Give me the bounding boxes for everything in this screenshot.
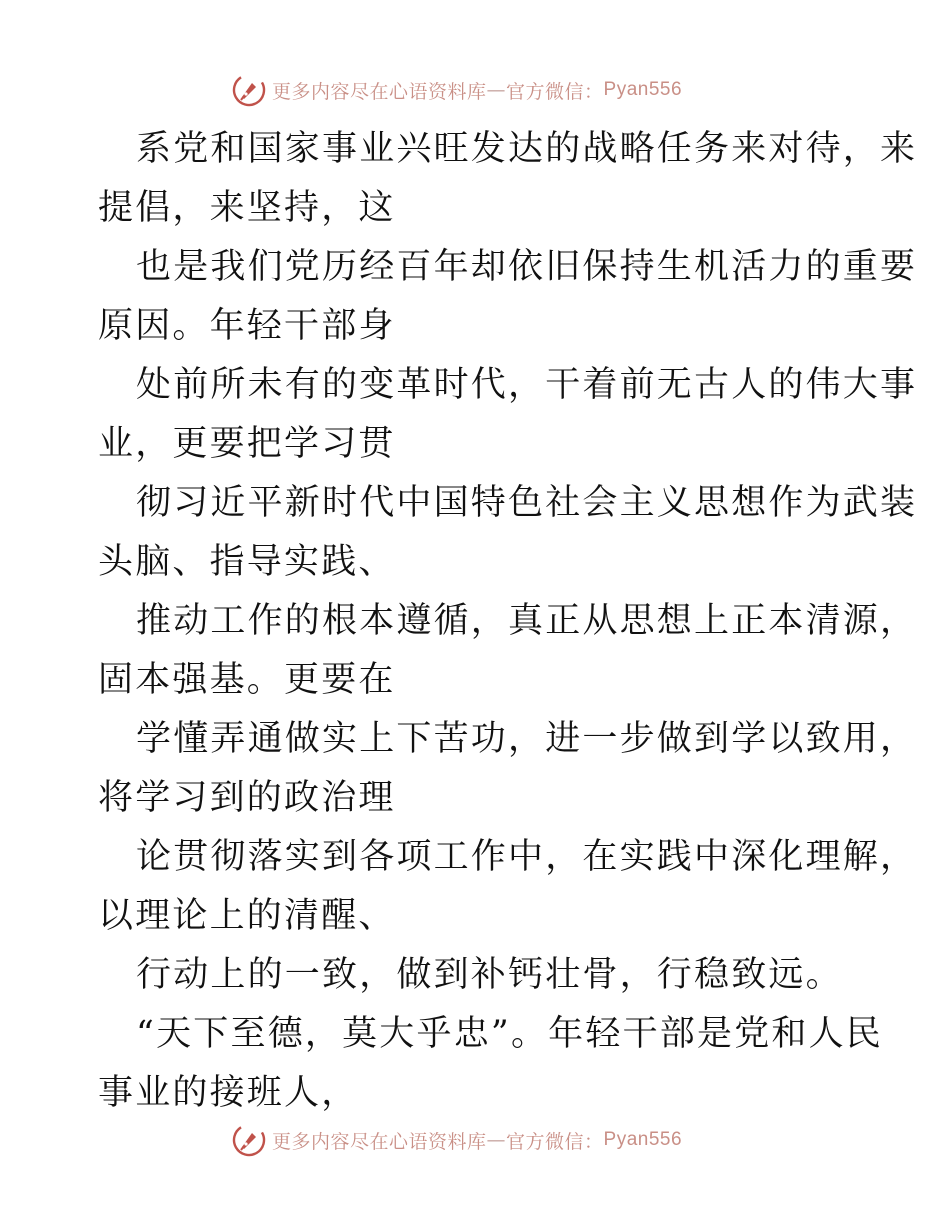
watermark-text: 更多内容尽在心语资料库 bbox=[272, 80, 487, 103]
watermark-separator: — bbox=[486, 79, 507, 101]
watermark-separator: — bbox=[486, 1129, 507, 1151]
text-line: “天下至德，莫大乎忠”。年轻干部是党和人民 bbox=[136, 1014, 883, 1054]
pen-nib-circle-icon bbox=[232, 73, 266, 107]
text-line: 原因。年轻干部身 bbox=[98, 306, 396, 346]
pen-nib-circle-icon bbox=[232, 1123, 266, 1157]
text-line: 行动上的一致，做到补钙壮骨，行稳致远。 bbox=[136, 955, 843, 995]
text-line: 事业的接班人， bbox=[98, 1073, 359, 1113]
text-line: 推动工作的根本遵循，真正从思想上正本清源， bbox=[136, 601, 918, 641]
text-line: 论贯彻落实到各项工作中，在实践中深化理解， bbox=[136, 837, 918, 877]
text-line: 系党和国家事业兴旺发达的战略任务来对待，来 bbox=[136, 129, 918, 169]
text-line: 提倡，来坚持，这 bbox=[98, 188, 396, 228]
text-line: 将学习到的政治理 bbox=[98, 778, 396, 818]
text-line: 头脑、指导实践、 bbox=[98, 542, 396, 582]
watermark-label: 官方微信： bbox=[506, 1130, 604, 1153]
watermark-footer bbox=[232, 1122, 722, 1158]
document-body bbox=[98, 120, 918, 1123]
watermark-header bbox=[232, 72, 722, 108]
watermark-id: Pyan556 bbox=[603, 79, 683, 100]
text-line: 学懂弄通做实上下苦功，进一步做到学以致用， bbox=[136, 719, 918, 759]
text-line: 处前所未有的变革时代，干着前无古人的伟大事 bbox=[136, 365, 918, 405]
text-line: 彻习近平新时代中国特色社会主义思想作为武装 bbox=[136, 483, 918, 523]
text-line: 以理论上的清醒、 bbox=[98, 896, 396, 936]
watermark-text: 更多内容尽在心语资料库 bbox=[272, 1130, 487, 1153]
text-line: 也是我们党历经百年却依旧保持生机活力的重要 bbox=[136, 247, 918, 287]
watermark-id: Pyan556 bbox=[603, 1129, 683, 1150]
watermark-label: 官方微信： bbox=[506, 80, 604, 103]
text-line: 业，更要把学习贯 bbox=[98, 424, 396, 464]
text-line: 固本强基。更要在 bbox=[98, 660, 396, 700]
